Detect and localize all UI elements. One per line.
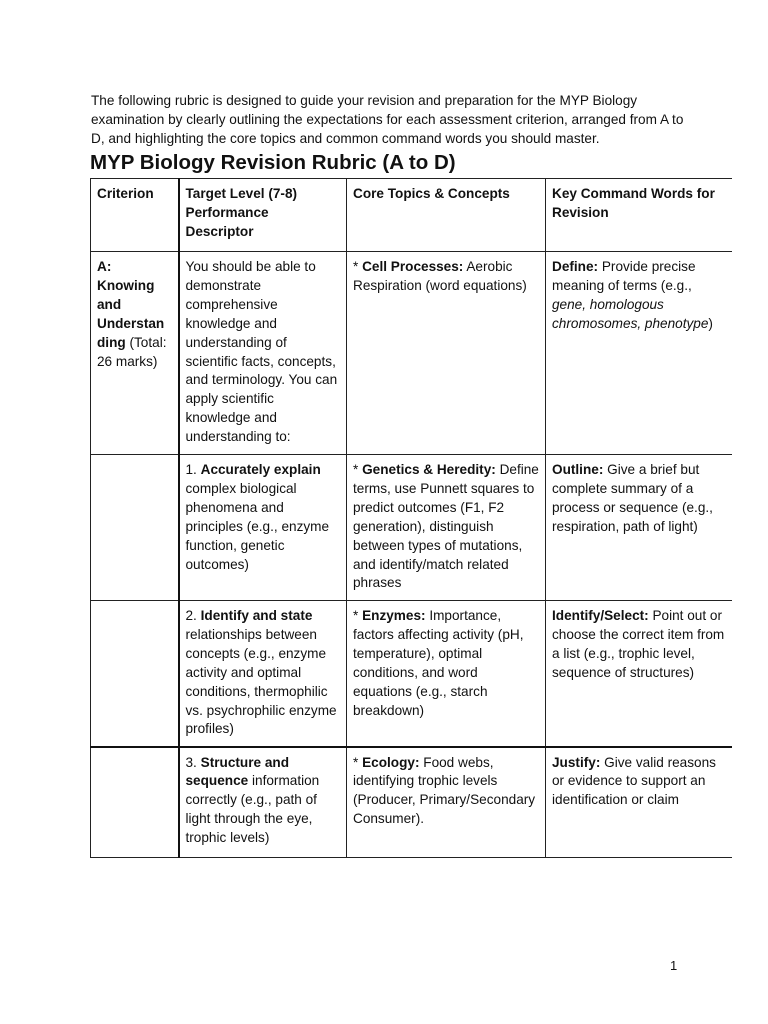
topic-title: Ecology: — [362, 754, 420, 770]
criterion-cell — [91, 252, 179, 455]
target-cell — [179, 601, 347, 747]
command-word: Define: — [552, 259, 599, 274]
topic-text: Define terms, use Punnett squares to predict outcomes (F1, F2 generation), distinguish between types of mutations, and identify/match related phrases — [353, 462, 539, 591]
table-row — [91, 455, 732, 601]
command-text: Give a brief but complete summary of a process or sequence (e.g., respiration, path of light) — [552, 462, 713, 534]
target-text: relationships between concepts (e.g., enzyme activity and optimal conditions, thermophilic vs. psychrophilic enzyme profiles) — [185, 626, 337, 737]
header-command-words: Key Command Words for Revision — [546, 179, 732, 252]
criterion-cell — [91, 747, 179, 858]
topic-cell — [347, 455, 546, 601]
topic-bullet: * — [353, 462, 363, 477]
topic-cell — [347, 601, 546, 747]
target-bold: Accurately explain — [200, 462, 321, 477]
target-bold: Identify and state — [200, 608, 313, 623]
topic-bullet: * — [353, 608, 363, 623]
target-prefix: 2. — [185, 608, 201, 623]
command-cell — [546, 601, 732, 747]
table-header-row — [91, 179, 732, 252]
command-word: Identify/Select: — [552, 608, 649, 623]
intro-paragraph: The following rubric is designed to guide your revision and preparation for the MYP Biology examination by clearly outlining the expectations for each assessment criterion, arranged from A to D, and highlighting the core topics and common command words you should master. — [91, 93, 684, 146]
target-bold: Structure and sequence — [185, 754, 289, 789]
topic-text: Importance, factors affecting activity (pH, temperature), optimal conditions, and word equations (e.g., starch breakdown) — [353, 608, 524, 718]
topic-bullet: * — [353, 754, 363, 770]
target-cell — [179, 747, 347, 858]
target-text: You should be able to demonstrate comprehensive knowledge and understanding of scientific facts, concepts, and terminology. You can apply scientific knowledge and understanding to: — [185, 259, 338, 445]
header-target-level: Target Level (7-8) Performance Descriptor — [179, 179, 347, 252]
topic-title: Cell Processes: — [362, 259, 464, 274]
criterion-cell — [91, 601, 179, 747]
topic-bullet: * — [353, 259, 363, 274]
command-tail: ) — [708, 315, 713, 331]
page-title: MYP Biology Revision Rubric (A to D) — [90, 151, 456, 174]
topic-text: Aerobic Respiration (word equations) — [353, 259, 527, 293]
table-row — [91, 747, 732, 858]
header-criterion: Criterion — [91, 179, 179, 252]
target-text: complex biological phenomena and principles (e.g., enzyme function, genetic outcomes) — [185, 480, 330, 572]
criterion-name: A: Knowing and Understan ding — [97, 259, 165, 350]
table-row — [91, 252, 732, 455]
page-number: 1 — [670, 958, 678, 973]
target-cell — [179, 252, 347, 455]
topic-title: Genetics & Heredity: — [362, 462, 496, 477]
target-text: information correctly (e.g., path of light through the eye, trophic levels) — [185, 773, 320, 846]
command-text: Provide precise meaning of terms (e.g., — [552, 259, 696, 293]
topic-title: Enzymes: — [362, 608, 426, 623]
header-core-topics: Core Topics & Concepts — [347, 179, 546, 252]
target-prefix: 3. — [185, 754, 201, 770]
target-prefix: 1. — [185, 462, 201, 477]
command-cell — [546, 747, 732, 858]
command-word: Justify: — [552, 754, 601, 770]
command-text: Point out or choose the correct item from a list (e.g., trophic level, sequence of structures) — [552, 608, 725, 680]
topic-cell — [347, 252, 546, 455]
command-text: Give valid reasons or evidence to support an identification or claim — [552, 754, 716, 808]
target-cell — [179, 455, 347, 601]
criterion-marks: (Total: 26 marks) — [97, 334, 167, 369]
topic-text: Food webs, identifying trophic levels (Producer, Primary/Secondary Consumer). — [353, 754, 536, 827]
table-row — [91, 601, 732, 747]
rubric-table — [90, 178, 732, 858]
command-cell — [546, 455, 732, 601]
command-word: Outline: — [552, 462, 604, 477]
command-cell — [546, 252, 732, 455]
criterion-cell — [91, 455, 179, 601]
command-examples: gene, homologous chromosomes, phenotype — [552, 296, 709, 331]
topic-cell — [347, 747, 546, 858]
